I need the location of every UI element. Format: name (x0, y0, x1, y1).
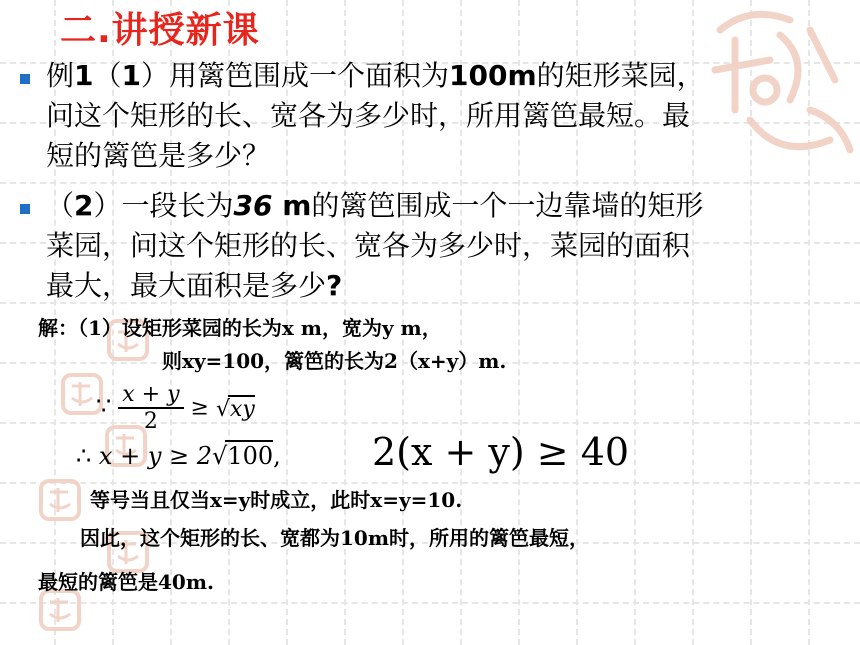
math-inequality-3: 2(x + y) ≥ 40 (372, 430, 630, 474)
solution-line-3: 等号当且仅当x=y时成立，此时x=y=10. (90, 488, 463, 512)
example-1-line-1: 例1（1）用篱笆围成一个面积为100m的矩形菜园， (46, 59, 705, 92)
example-1-text (46, 56, 846, 176)
solution-line-5: 最短的篱笆是40m. (38, 570, 214, 594)
math-inequality-1: ∵ $\frac{x + y}{2}$ ≥ √xy (96, 382, 255, 434)
example-2-line-3: 最大，最大面积是多少? (46, 269, 343, 302)
example-1-line-3: 短的篱笆是多少？ (46, 139, 271, 172)
example-2-line-2: 菜园，问这个矩形的长、宽各为多少时，菜园的面积 (46, 229, 691, 262)
solution-line-2: 则xy=100，篱笆的长为2（x+y）m. (162, 349, 507, 373)
solution-line-4: 因此，这个矩形的长、宽都为10m时，所用的篱笆最短， (80, 526, 589, 550)
seal-stamp (38, 478, 82, 522)
fraction: $\frac{x + y}{2}$ (118, 382, 183, 434)
example-1-line-2: 问这个矩形的长、宽各为多少时，所用篱笆最短。最 (46, 99, 691, 132)
example-2-line-1: （2）一段长为36 m的篱笆围成一个一边靠墙的矩形 (46, 189, 704, 222)
bullet-marker (20, 74, 30, 84)
page-title: 二.讲授新课 (60, 10, 260, 51)
bullet-marker (20, 204, 30, 214)
example-2-text (46, 186, 846, 306)
math-inequality-2: ∴ x + y ≥ 2√100, (76, 442, 281, 470)
solution-line-1: 解：（1）设矩形菜园的长为x m，宽为y m， (38, 316, 442, 340)
